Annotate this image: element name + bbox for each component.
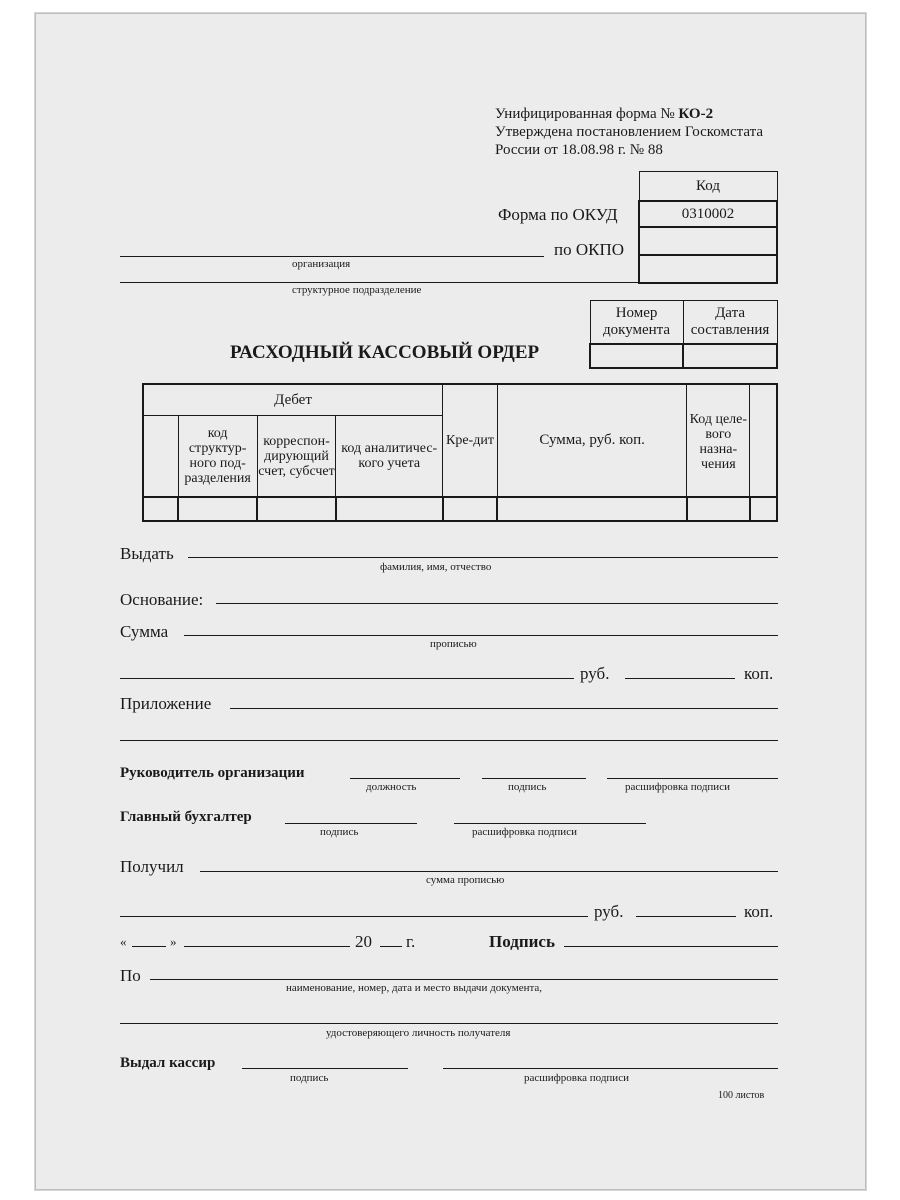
value-cell	[443, 497, 498, 521]
glavbuh-signature-line	[285, 823, 417, 824]
po-line-2	[120, 1023, 778, 1024]
dolzhnost-caption: должность	[366, 781, 417, 793]
okud-value: 0310002	[639, 201, 777, 227]
rukovoditel-position-line	[350, 778, 460, 779]
kop-line-2	[636, 916, 736, 917]
propisyu-caption: прописью	[430, 638, 477, 650]
identity-caption: удостоверяющего личность получателя	[326, 1027, 511, 1039]
podpis-label: Подпись	[489, 932, 555, 951]
value-cell	[497, 497, 687, 521]
value-cell	[750, 497, 777, 521]
sheets-count: 100 листов	[718, 1090, 765, 1101]
year-line	[380, 946, 402, 947]
osnovanie-line	[216, 603, 778, 604]
kassir-podpis-caption: подпись	[290, 1072, 329, 1084]
form-header-line3: России от 18.08.98 г. № 88	[495, 142, 663, 158]
value-cell	[687, 497, 750, 521]
summa-line-2	[120, 678, 574, 679]
credit-header: Кре-дит	[443, 384, 498, 497]
summa-propisyu-caption: сумма прописью	[426, 874, 505, 886]
subdivision-line	[120, 282, 638, 283]
value-cell	[178, 497, 257, 521]
analytic-header: код аналитичес-кого учета	[336, 416, 443, 498]
okpo-value	[639, 227, 777, 255]
rukovoditel-signature-line	[482, 778, 586, 779]
kassir-signature-line	[242, 1068, 408, 1069]
form-number-prefix: Унифицированная форма №	[495, 106, 675, 122]
doc-number-value	[590, 344, 683, 368]
glavbuh-label: Главный бухгалтер	[120, 809, 252, 825]
kod-header: Код	[639, 172, 777, 202]
glavbuh-decoding-line	[454, 823, 646, 824]
form-code: КО-2	[678, 106, 714, 122]
prilozhenie-line	[230, 708, 778, 709]
poluchil-label: Получил	[120, 857, 184, 876]
okud-label: Форма по ОКУД	[498, 205, 618, 224]
form-title: РАСХОДНЫЙ КАССОВЫЙ ОРДЕР	[230, 342, 540, 363]
form-header-line1	[495, 106, 713, 123]
okpo-label: по ОКПО	[554, 240, 625, 259]
kop-label-1: коп.	[744, 664, 774, 683]
year-suffix: г.	[406, 932, 416, 951]
quote-close: »	[170, 934, 177, 949]
poluchil-line-2	[120, 916, 588, 917]
organization-line	[120, 256, 544, 257]
corr-account-header: корреспон-дирующий счет, субсчет	[257, 416, 336, 498]
value-cell	[336, 497, 443, 521]
glavbuh-podpis-caption: подпись	[320, 826, 359, 838]
doc-number-header: Номер документа	[590, 301, 683, 345]
sum-header: Сумма, руб. коп.	[497, 384, 687, 497]
debit-blank-header	[143, 416, 178, 498]
organization-caption: организация	[292, 258, 351, 270]
glavbuh-rasshifrovka-caption: расшифровка подписи	[472, 826, 577, 838]
vydat-label: Выдать	[120, 544, 174, 563]
quote-open: «	[120, 934, 127, 949]
prilozhenie-line-2	[120, 740, 778, 741]
podpis-line	[564, 946, 778, 947]
rukovoditel-decoding-line	[607, 778, 778, 779]
doc-date-value	[683, 344, 777, 368]
kop-label-2: коп.	[744, 902, 774, 921]
doc-caption: наименование, номер, дата и место выдачи документа,	[286, 982, 543, 994]
prilozhenie-label: Приложение	[120, 694, 212, 713]
rub-label-1: руб.	[580, 664, 610, 683]
osnovanie-label: Основание:	[120, 590, 204, 609]
poluchil-line	[200, 871, 778, 872]
extra-code-cell	[639, 255, 777, 283]
po-line	[150, 979, 778, 980]
rukovoditel-label: Руководитель организации	[120, 765, 305, 781]
kop-line-1	[625, 678, 735, 679]
value-cell	[143, 497, 178, 521]
rukovoditel-rasshifrovka-caption: расшифровка подписи	[625, 781, 730, 793]
doc-number-date-table	[589, 300, 778, 369]
fio-caption: фамилия, имя, отчество	[380, 561, 492, 573]
struct-header: код структур-ного под-разделения	[178, 416, 257, 498]
rukovoditel-podpis-caption: подпись	[508, 781, 547, 793]
rub-label-2: руб.	[594, 902, 624, 921]
codes-table	[638, 171, 778, 284]
month-line	[184, 946, 350, 947]
vydat-line	[188, 557, 778, 558]
kassir-decoding-line	[443, 1068, 778, 1069]
main-table	[142, 383, 778, 522]
debit-header: Дебет	[143, 384, 443, 416]
kassir-label: Выдал кассир	[120, 1055, 216, 1071]
subdivision-caption: структурное подразделение	[292, 284, 422, 296]
summa-line	[184, 635, 778, 636]
kassir-rasshifrovka-caption: расшифровка подписи	[524, 1072, 629, 1084]
year-prefix: 20	[355, 932, 372, 951]
value-cell	[257, 497, 336, 521]
doc-date-header: Дата составления	[683, 301, 777, 345]
po-label: По	[120, 966, 141, 985]
form-header-line2: Утверждена постановлением Госкомстата	[495, 124, 764, 140]
day-line	[132, 946, 166, 947]
blank-header	[750, 384, 777, 497]
purpose-header: Код целе-вого назна-чения	[687, 384, 750, 497]
summa-label: Сумма	[120, 622, 169, 641]
